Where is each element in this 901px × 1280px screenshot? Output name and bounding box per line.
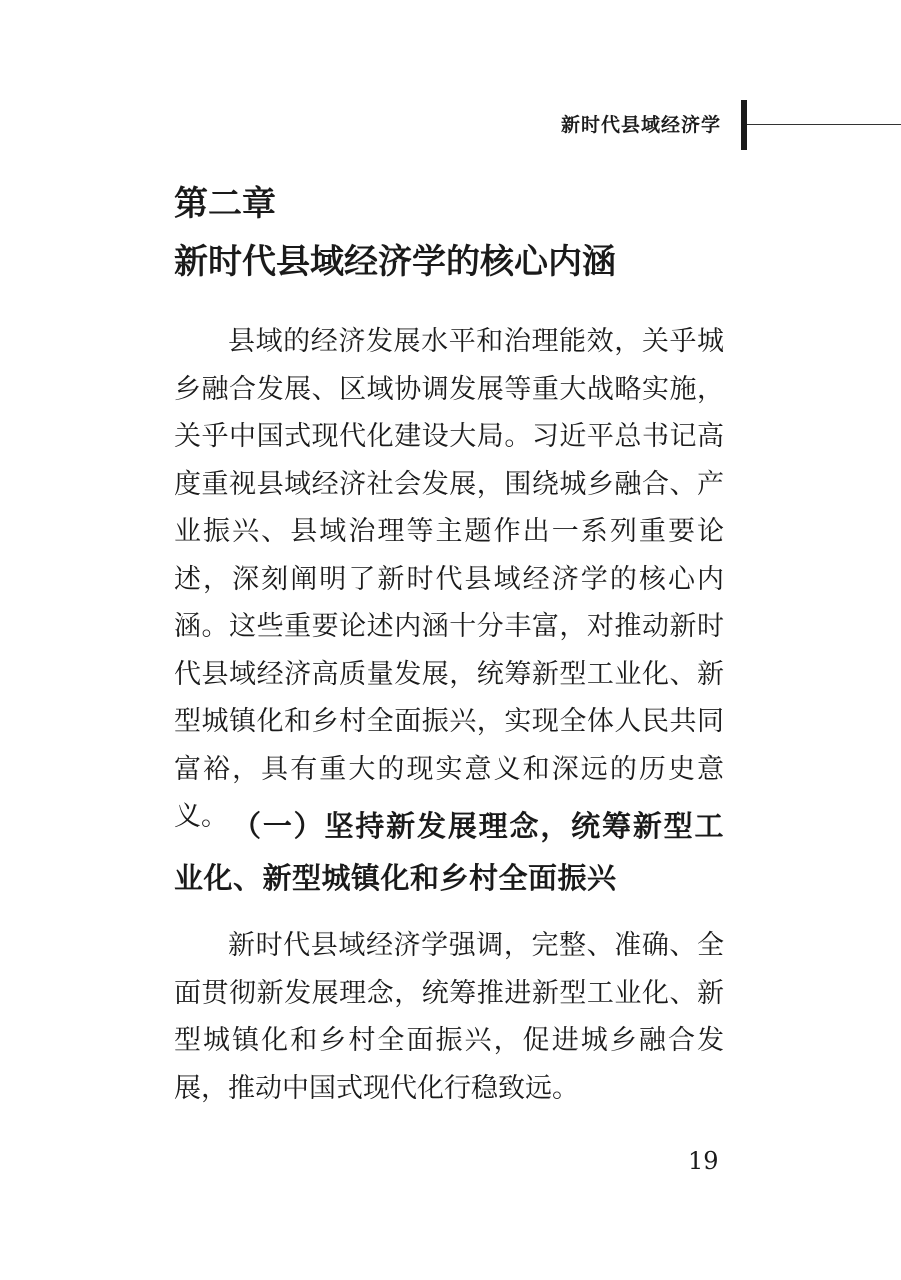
chapter-number: 第二章 [174,184,276,224]
header-vertical-mark [741,100,747,150]
running-header-book-title: 新时代县域经济学 [560,114,721,136]
chapter-title: 新时代县域经济学的核心内涵 [174,242,616,282]
section-heading: （一）坚持新发展理念，统筹新型工业化、新型城镇化和乡村全面振兴 [174,809,724,895]
page-number: 19 [688,1147,719,1175]
header-rule-line [747,124,901,125]
body-paragraph-1: 县域的经济发展水平和治理能效，关乎城乡融合发展、区域协调发展等重大战略实施，关乎中国式现代化建设大局。习近平总书记高度重视县域经济社会发展，围绕城乡融合、产业振兴、县域治理等主题作出一系列重要论述，深刻阐明了新时代县域经济学的核心内涵。这些重要论述内涵十分丰富，对推动新时代县域经济高质量发展，统筹新型工业化、新型城镇化和乡村全面振兴，实现全体人民共同富裕，具有重大的现实意义和深远的历史意义。 [174,326,724,832]
body-paragraph-2: 新时代县域经济学强调，完整、准确、全面贯彻新发展理念，统筹推进新型工业化、新型城镇化和乡村全面振兴，促进城乡融合发展，推动中国式现代化行稳致远。 [174,930,724,1104]
